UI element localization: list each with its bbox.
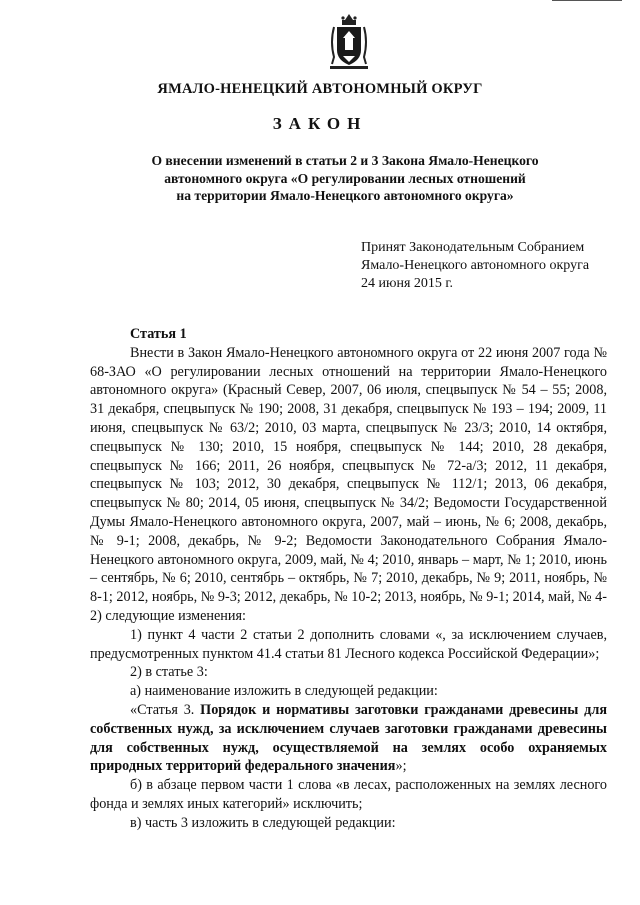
- subject-line: автономного округа «О регулировании лесных отношений: [164, 170, 526, 186]
- amendment-item-2a: а) наименование изложить в следующей редакции:: [130, 683, 438, 700]
- amendment-item-2: 2) в статье 3:: [130, 664, 208, 681]
- amendment-item-2c: в) часть 3 изложить в следующей редакции:: [130, 814, 396, 831]
- document-type: ЗАКОН: [272, 114, 368, 133]
- amendment-item-2b: б) в абзаце первом части 1 слова «в лесах, расположенных на землях лесного фонда и землях иных категорий» исключить;: [90, 777, 607, 812]
- subject-line: О внесении изменений в статьи 2 и 3 Закона Ямало-Ненецкого: [151, 153, 539, 168]
- region-name: ЯМАЛО-НЕНЕЦКИЙ АВТОНОМНЫЙ ОКРУГ: [157, 81, 483, 97]
- quote-suffix: »;: [395, 758, 407, 775]
- adoption-date: 24 июня 2015 г.: [361, 276, 454, 291]
- amendment-quote: [90, 701, 607, 776]
- amendment-item-1: 1) пункт 4 части 2 статьи 2 дополнить словами «, за исключением случаев, предусмотренных пунктом 41.4 статьи 81 Лесного кодекса Российской Федерации»;: [90, 626, 607, 662]
- quote-bold-title: Порядок и нормативы заготовки гражданами древесины для собственных нужд, за исключением случаев заготовки гражданами древесины для собственных нужд, осуществляемой на землях особо охраняемых природных территорий федерального значения: [90, 701, 607, 775]
- adoption-line: Ямало-Ненецкого автономного округа: [361, 258, 590, 273]
- scan-edge-mark: [552, 0, 622, 1]
- article-intro-paragraph: Внести в Закон Ямало-Ненецкого автономного округа от 22 июня 2007 года № 68-ЗАО «О регулировании лесных отношений на территории Ямало-Ненецкого автономного округа» (Красный Север, 2007, 06 июля, спецвыпуск № 54 – 55; 2008, 31 декабря, спецвыпуск № 190; 2008, 31 декабря, спецвыпуск № 193 – 194; 2009, 11 июня, спецвыпуск № 63/2; 2010, 03 марта, спецвыпуск № 23/3; 2010, 14 октября, спецвыпуск № 130; 2010, 15 ноября, спецвыпуск № 144; 2010, 28 декабря, спецвыпуск № 166; 2011, 26 ноября, спецвыпуск № 72-а/3; 2012, 11 декабря, спецвыпуск № 103; 2012, 30 декабря, спецвыпуск № 112/1; 2013, 06 декабря, спецвыпуск № 80; 2014, 05 июня, спецвыпуск № 34/2; Ведомости Государственной Думы Ямало-Ненецкого автономного округа, 2007, май – июнь, № 6; 2008, декабрь, № 9-1; 2008, декабрь, № 9-2; Ведомости Законодательного Собрания Ямало-Ненецкого автономного округа, 2009, май, № 4; 2010, январь – март, № 1; 2010, июнь – сентябрь, № 6; 2010, сентябрь – октябрь, № 7; 2010, декабрь, № 9; 2011, ноябрь, № 8-1; 2012, ноябрь, № 9-3; 2012, декабрь, № 10-2; 2013, ноябрь, № 9-1; 2014, май, № 4-2) следующие изменения:: [90, 344, 607, 624]
- adoption-note: [361, 239, 621, 293]
- quote-prefix: «Статья 3.: [130, 701, 201, 718]
- adoption-line: Принят Законодательным Собранием: [361, 240, 585, 255]
- article-heading: Статья 1: [130, 326, 187, 342]
- subject-line: на территории Ямало-Ненецкого автономного округа»: [176, 188, 514, 203]
- coat-of-arms-emblem: [328, 12, 370, 72]
- law-subject: [100, 152, 590, 205]
- article-body: [90, 325, 607, 833]
